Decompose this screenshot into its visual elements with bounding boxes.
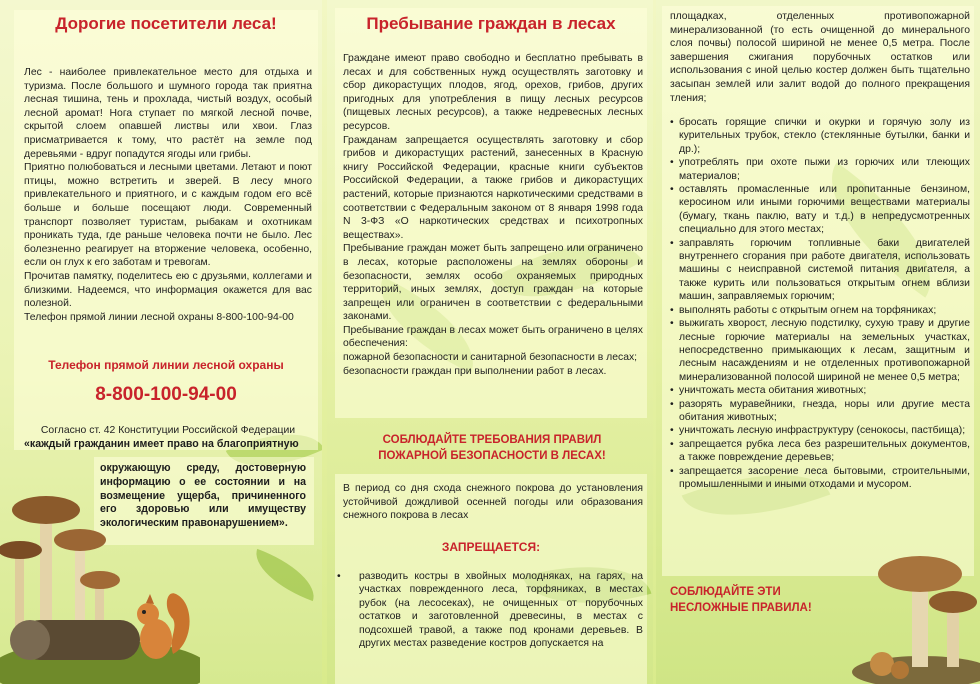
rule-item: • оставлять промасленные или пропитанные бензином, керосином или иными горючими веществами материалы (бумагу, ткань паклю, вату и т.д.) в непредусмотренных специально для этого местах; xyxy=(670,183,970,237)
rule-item: • выполнять работы с открытым огнем на торфяниках; xyxy=(670,304,970,317)
closing-warning: СОБЛЮДАЙТЕ ЭТИ НЕСЛОЖНЫЕ ПРАВИЛА! xyxy=(670,586,812,614)
intro-text xyxy=(24,66,312,324)
rule-item: • разорять муравейники, гнезда, норы или другие места обитания животных; xyxy=(670,398,970,425)
residence-paragraph: Пребывание граждан может быть запрещено или ограничено в лесах, которые расположены на землях обороны и безопасности, землях особо охраняемых природных территорий, иных землях, доступ граждан на которые запрещен или ограничен в соответствии с федеральными законами. xyxy=(343,243,643,323)
residence-title: Пребывание граждан в лесах xyxy=(366,14,616,33)
panel-right xyxy=(656,0,980,684)
rules-list xyxy=(670,116,970,491)
forbidden-title: ЗАПРЕЩАЕТСЯ: xyxy=(441,540,541,554)
residence-paragraph: безопасности граждан при выполнении работ в лесах. xyxy=(343,365,607,377)
residence-paragraph: пожарной безопасности и санитарной безопасности в лесах; xyxy=(343,352,638,364)
residence-paragraph: Гражданам запрещается осуществлять заготовку и сбор грибов и дикорастущих растений, занесенных в Красную книгу Российской Федерации, красные книги субъектов Российской Федерации, а также грибов и дикорастущих растений, которые признаются наркотическими средствами в соответствии с Федеральным законом от 8 января 1998 года N 3-ФЗ «О наркотических средствах и психотропных веществах». xyxy=(343,134,643,241)
season-text: В период со дня схода снежного покрова до установления устойчивой дождливой осенней погоды или образования снежного покрова в лесах xyxy=(343,483,643,522)
fire-safety-warning: СОБЛЮДАЙТЕ ТРЕБОВАНИЯ ПРАВИЛ ПОЖАРНОЙ БЕЗОПАСНОСТИ В ЛЕСАХ! xyxy=(378,434,606,462)
hotline-label: Телефон прямой линии лесной охраны xyxy=(48,358,284,372)
rule-item: • уничтожать места обитания животных; xyxy=(670,384,970,397)
mushroom-icon xyxy=(852,552,980,684)
intro-paragraph: Приятно полюбоваться и лесными цветами. Летают и поют птицы, можно встретить и зверей. В лесу много привлекательного и приятного, и с каждым годом его всё больше и больше посещают люди. Современный транспорт позволяет туристам, рыбакам и охотникам проникать туда, где раньше человека почти не было. Лес болезненно реагирует на вторжение человека, особенно, если он глух к его заботам и тревогам. xyxy=(24,162,312,269)
rule-item: • заправлять горючим топливные баки двигателей внутреннего сгорания при работе двигателя, использовать машины с неисправной системой питания двигателя, а также курить или пользоваться открытым огнем вблизи машин, заправляемых горючим; xyxy=(670,237,970,304)
intro-paragraph: Прочитав памятку, поделитесь ею с друзьями, коллегами и близкими. Надеемся, что информация окажется для вас полезной. xyxy=(24,270,312,310)
intro-title: Дорогие посетители леса! xyxy=(55,14,277,33)
forbidden-item xyxy=(337,570,643,650)
rule-item: • бросать горящие спички и окурки и горячую золу из курительных трубок, стекло (стеклянные бутылки, банки и др.); xyxy=(670,116,970,156)
rule-item: • употреблять при охоте пыжи из горючих или тлеющих материалов; xyxy=(670,156,970,183)
rule-item: • уничтожать лесную инфраструктуру (сенокосы, пастбища); xyxy=(670,424,970,437)
residence-paragraph: Граждане имеют право свободно и бесплатно пребывать в лесах и для собственных нужд осуществлять заготовку и сбор дикорастущих плодов, ягод, орехов, грибов, других пригодных для употребления в пищу лесных ресурсов (пищевых лесных ресурсов), а также недревесных лесных ресурсов. xyxy=(343,53,643,132)
rule-item: • запрещается засорение леса бытовыми, строительными, промышленными и иными отходами и мусором. xyxy=(670,465,970,492)
panel-middle xyxy=(327,0,653,684)
constitution-intro: Согласно ст. 42 Конституции Российской Федерации xyxy=(40,425,296,436)
rule-item: • выжигать хворост, лесную подстилку, сухую траву и другие лесные горючие материалы на земельных участках, непосредственно примыкающих к лесам, защитным и лесным насаждениям и не отделенных противопожарной минерализованной полосой шириной не менее 0,5 метра; xyxy=(670,317,970,384)
residence-text xyxy=(343,52,643,378)
forbidden-list xyxy=(337,570,643,650)
constitution-quote-rest: окружающую среду, достоверную информацию о ее состоянии и на возмещение ущерба, причиненного его здоровью или имуществу экологическим правонарушением». xyxy=(100,462,306,530)
hotline-number[interactable]: 8-800-100-94-00 xyxy=(95,384,237,405)
rule-item: • запрещается рубка леса без разрешительных документов, а также повреждение деревьев; xyxy=(670,438,970,465)
rules-continuation: площадках, отделенных противопожарной минерализованной (то есть очищенной до минерального слоя почвы) полосой шириной не менее 0,5 метра. После завершения сжигания порубочных остатков или использования с иной целью костер должен быть тщательно засыпан землей или залит водой до полного прекращения тления; xyxy=(670,11,970,104)
panel-left xyxy=(0,0,322,684)
intro-paragraph: Лес - наиболее привлекательное место для отдыха и туризма. После большого и шумного города так приятна лесная тишина, тень и прохлада, чистый воздух, особый лесной аромат! Нога ступает по мягкой лесной почве, скрытой слоем опавшей листвы или хвои. Глаз присматривается к тому, что растёт на земле под деревьями - вдруг попадутся ягоды или грибы. xyxy=(24,67,312,160)
constitution-quote-start: «каждый гражданин имеет право на благоприятную xyxy=(24,438,299,450)
leaf-icon xyxy=(247,549,322,601)
forbidden-item-text: разводить костры в хвойных молодняках, на гарях, на участках поврежденного леса, торфяниках, в местах рубок (на лесосеках), не очищенных от порубочных остатков и заготовленной древесины, в местах с подсохшей травой, а также под кронами деревьев. В других местах разведение костров допускается на xyxy=(359,571,643,650)
squirrel-icon xyxy=(128,584,198,664)
intro-paragraph: Телефон прямой линии лесной охраны 8-800-100-94-00 xyxy=(24,311,294,323)
residence-paragraph: Пребывание граждан в лесах может быть ограничено в целях обеспечения: xyxy=(343,324,643,350)
